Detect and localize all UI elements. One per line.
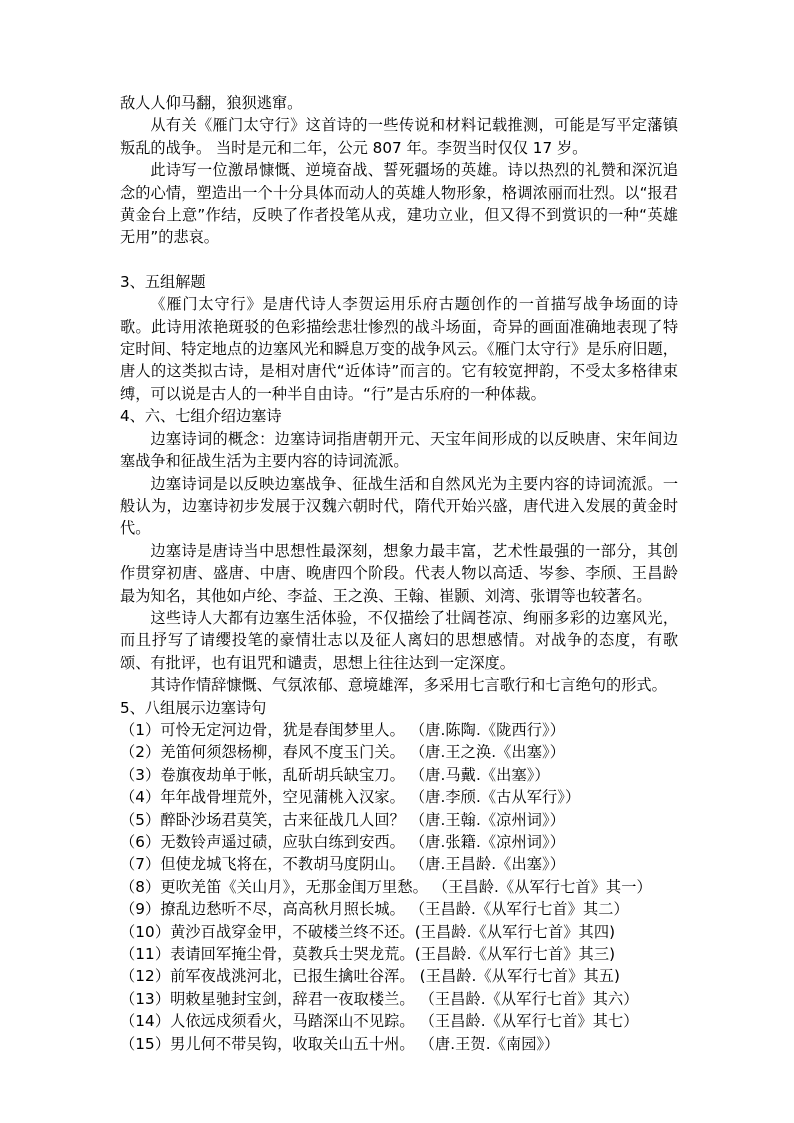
poem-line: （1）可怜无定河边骨，犹是春闺梦里人。 （唐.陈陶.《陇西行》） <box>120 720 565 739</box>
poem-line: （6）无数铃声遥过碛，应驮白练到安西。 （唐.张籍.《凉州词》） <box>120 833 565 851</box>
section-paragraph: 边塞诗是唐诗当中思想性最深刻，想象力最丰富，艺术性最强的一部分，其创作贯穿初唐、盛唐、中唐、晚唐四个阶段。代表人物以高适、岑参、李颀、王昌龄最为知名，其他如卢纶、李益、王之涣、王翰、崔颢、刘湾、张谓等也较著名。 <box>120 541 678 605</box>
intro-paragraph: 此诗写一位激昂慷慨、逆境奋战、誓死疆场的英雄。诗以热烈的礼赞和深沉追念的心情，塑造出一个十分具体而动人的英雄人物形象，格调浓丽而壮烈。以“报君黄金台上意”作结，反映了作者投笔从戎，建功立业，但又得不到赏识的一种“英雄无用”的悲哀。 <box>120 161 678 247</box>
section-heading: 4、六、七组介绍边塞诗 <box>120 407 282 426</box>
section-paragraph: 这些诗人大都有边塞生活体验，不仅描绘了壮阔苍凉、绚丽多彩的边塞风光，而且抒写了请缨投笔的豪情壮志以及征人离妇的思想感情。对战争的态度，有歌颂、有批评，也有诅咒和谴责，思想上往往达到一定深度。 <box>120 608 678 672</box>
intro-line: 敌人人仰马翻，狼狈逃窜。 <box>120 94 303 112</box>
poem-line: （3）卷旗夜劫单于帐，乱斫胡兵缺宝刀。 （唐.马戴.《出塞》） <box>120 765 550 784</box>
section-paragraph: 《雁门太守行》是唐代诗人李贺运用乐府古题创作的一首描写战争场面的诗歌。此诗用浓艳斑驳的色彩描绘悲壮惨烈的战斗场面，奇异的画面准确地表现了特定时间、特定地点的边塞风光和瞬息万变的战争风云。《雁门太守行》是乐府旧题，唐人的这类拟古诗，是相对唐代“近体诗”而言的。它有较宽押韵，不受太多格律束缚，可以说是古人的一种半自由诗。“行”是古乐府的一种体裁。 <box>120 295 678 403</box>
poem-line: （4）年年战骨埋荒外，空见蒲桃入汉家。 （唐.李颀.《古从军行》） <box>120 788 581 807</box>
poem-line: （10）黄沙百战穿金甲，不破楼兰终不还。(王昌龄.《从军行七首》其四) <box>120 922 616 941</box>
poem-line: （2）羌笛何须怨杨柳，春风不度玉门关。 （唐.王之涣.《出塞》） <box>120 743 565 762</box>
poem-line: （5）醉卧沙场君莫笑，古来征战几人回？ （唐.王翰.《凉州词》） <box>120 810 565 829</box>
section-paragraph: 边塞诗词的概念：边塞诗词指唐朝开元、天宝年间形成的以反映唐、宋年间边塞战争和征战生活为主要内容的诗词流派。 <box>120 429 678 471</box>
poem-line: （13）明敕星驰封宝剑，辞君一夜取楼兰。 （王昌龄.《从军行七首》其六） <box>120 989 639 1008</box>
section-paragraph: 其诗作情辞慷慨、气氛浓郁、意境雄浑，多采用七言歌行和七言绝句的形式。 <box>150 676 667 695</box>
poem-line: （11）表请回军掩尘骨，莫教兵士哭龙荒。(王昌龄.《从军行七首》其三) <box>120 945 616 964</box>
intro-paragraph: 从有关《雁门太守行》这首诗的一些传说和材料记载推测，可能是写平定藩镇叛乱的战争。 当时是元和二年，公元 807 年。李贺当时仅仅 17 岁。 <box>120 116 678 157</box>
poem-line: （9）撩乱边愁听不尽，高高秋月照长城。 （王昌龄.《从军行七首》其二） <box>120 900 629 919</box>
poem-line: （7）但使龙城飞将在，不教胡马度阴山。 （唐.王昌龄.《出塞》） <box>120 855 565 874</box>
document-page <box>120 92 678 1055</box>
poem-line: （14）人依远戍须看火，马踏深山不见踪。 （王昌龄.《从军行七首》其七） <box>120 1012 639 1031</box>
poem-list <box>120 719 678 1055</box>
poem-line: （8）更吹羌笛《关山月》，无那金闺万里愁。 （王昌龄.《从军行七首》其一） <box>120 877 652 896</box>
section-heading: 3、五组解题 <box>120 272 206 291</box>
blank-line <box>120 249 678 271</box>
section-paragraph: 边塞诗词是以反映边塞战争、征战生活和自然风光为主要内容的诗词流派。一般认为，边塞诗初步发展于汉魏六朝时代，隋代开始兴盛，唐代进入发展的黄金时代。 <box>120 474 678 538</box>
section-heading: 5、八组展示边塞诗句 <box>120 698 267 717</box>
poem-line: （12）前军夜战洮河北，已报生擒吐谷浑。 (王昌龄.《从军行七首》其五) <box>120 967 621 986</box>
poem-line: （15）男儿何不带吴钩，收取关山五十州。 （唐.王贺.《南园》） <box>120 1034 560 1053</box>
